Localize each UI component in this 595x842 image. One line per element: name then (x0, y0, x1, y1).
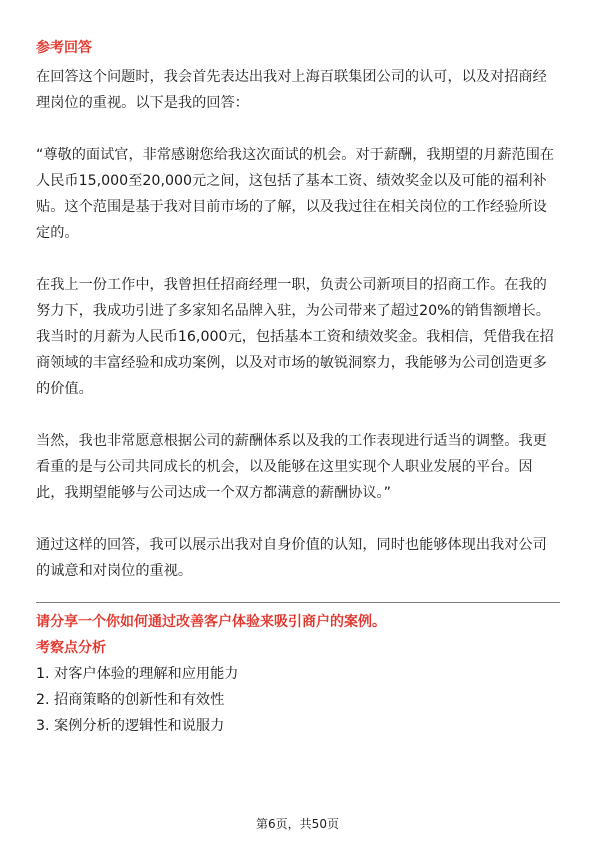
page-number-footer: 第6页，共50页 (256, 817, 339, 831)
interview-question: 请分享一个你如何通过改善客户体验来吸引商户的案例。 (36, 614, 386, 630)
answer-experience-paragraph: 在我上一份工作中，我曾担任招商经理一职，负责公司新项目的招商工作。在我的努力下，我成功引进了多家知名品牌入驻，为公司带来了超过20%的销售额增长。我当时的月薪为人民币16,000元，包括基本工资和绩效奖金。我相信，凭借我在招商领域的丰富经验和成功案例，以及对市场的敏锐洞察力，我能够为公司创造更多的价值。 (36, 277, 554, 397)
list-item: 1. 对客户体验的理解和应用能力 (36, 666, 239, 682)
analysis-list (36, 661, 560, 739)
list-item: 2. 招商策略的创新性和有效性 (36, 692, 225, 708)
analysis-heading: 考察点分析 (36, 640, 106, 656)
list-item: 3. 案例分析的逻辑性和说服力 (36, 718, 225, 734)
reference-answer-heading: 参考回答 (36, 40, 92, 56)
section-divider (36, 602, 560, 603)
answer-flexibility-paragraph: 当然，我也非常愿意根据公司的薪酬体系以及我的工作表现进行适当的调整。我更看重的是与公司共同成长的机会，以及能够在这里实现个人职业发展的平台。因此，我期望能够与公司达成一个双方都满意的薪酬协议。” (36, 433, 547, 501)
page-content (36, 38, 560, 739)
answer-intro-paragraph: 在回答这个问题时，我会首先表达出我对上海百联集团公司的认可，以及对招商经理岗位的重视。以下是我的回答： (36, 69, 547, 111)
answer-conclusion-paragraph: 通过这样的回答，我可以展示出我对自身价值的认知，同时也能够体现出我对公司的诚意和对岗位的重视。 (36, 537, 547, 579)
answer-salary-paragraph: “尊敬的面试官，非常感谢您给我这次面试的机会。对于薪酬，我期望的月薪范围在人民币15,000至20,000元之间，这包括了基本工资、绩效奖金以及可能的福利补贴。这个范围是基于我对目前市场的了解，以及我过往在相关岗位的工作经验所设定的。 (36, 147, 555, 241)
